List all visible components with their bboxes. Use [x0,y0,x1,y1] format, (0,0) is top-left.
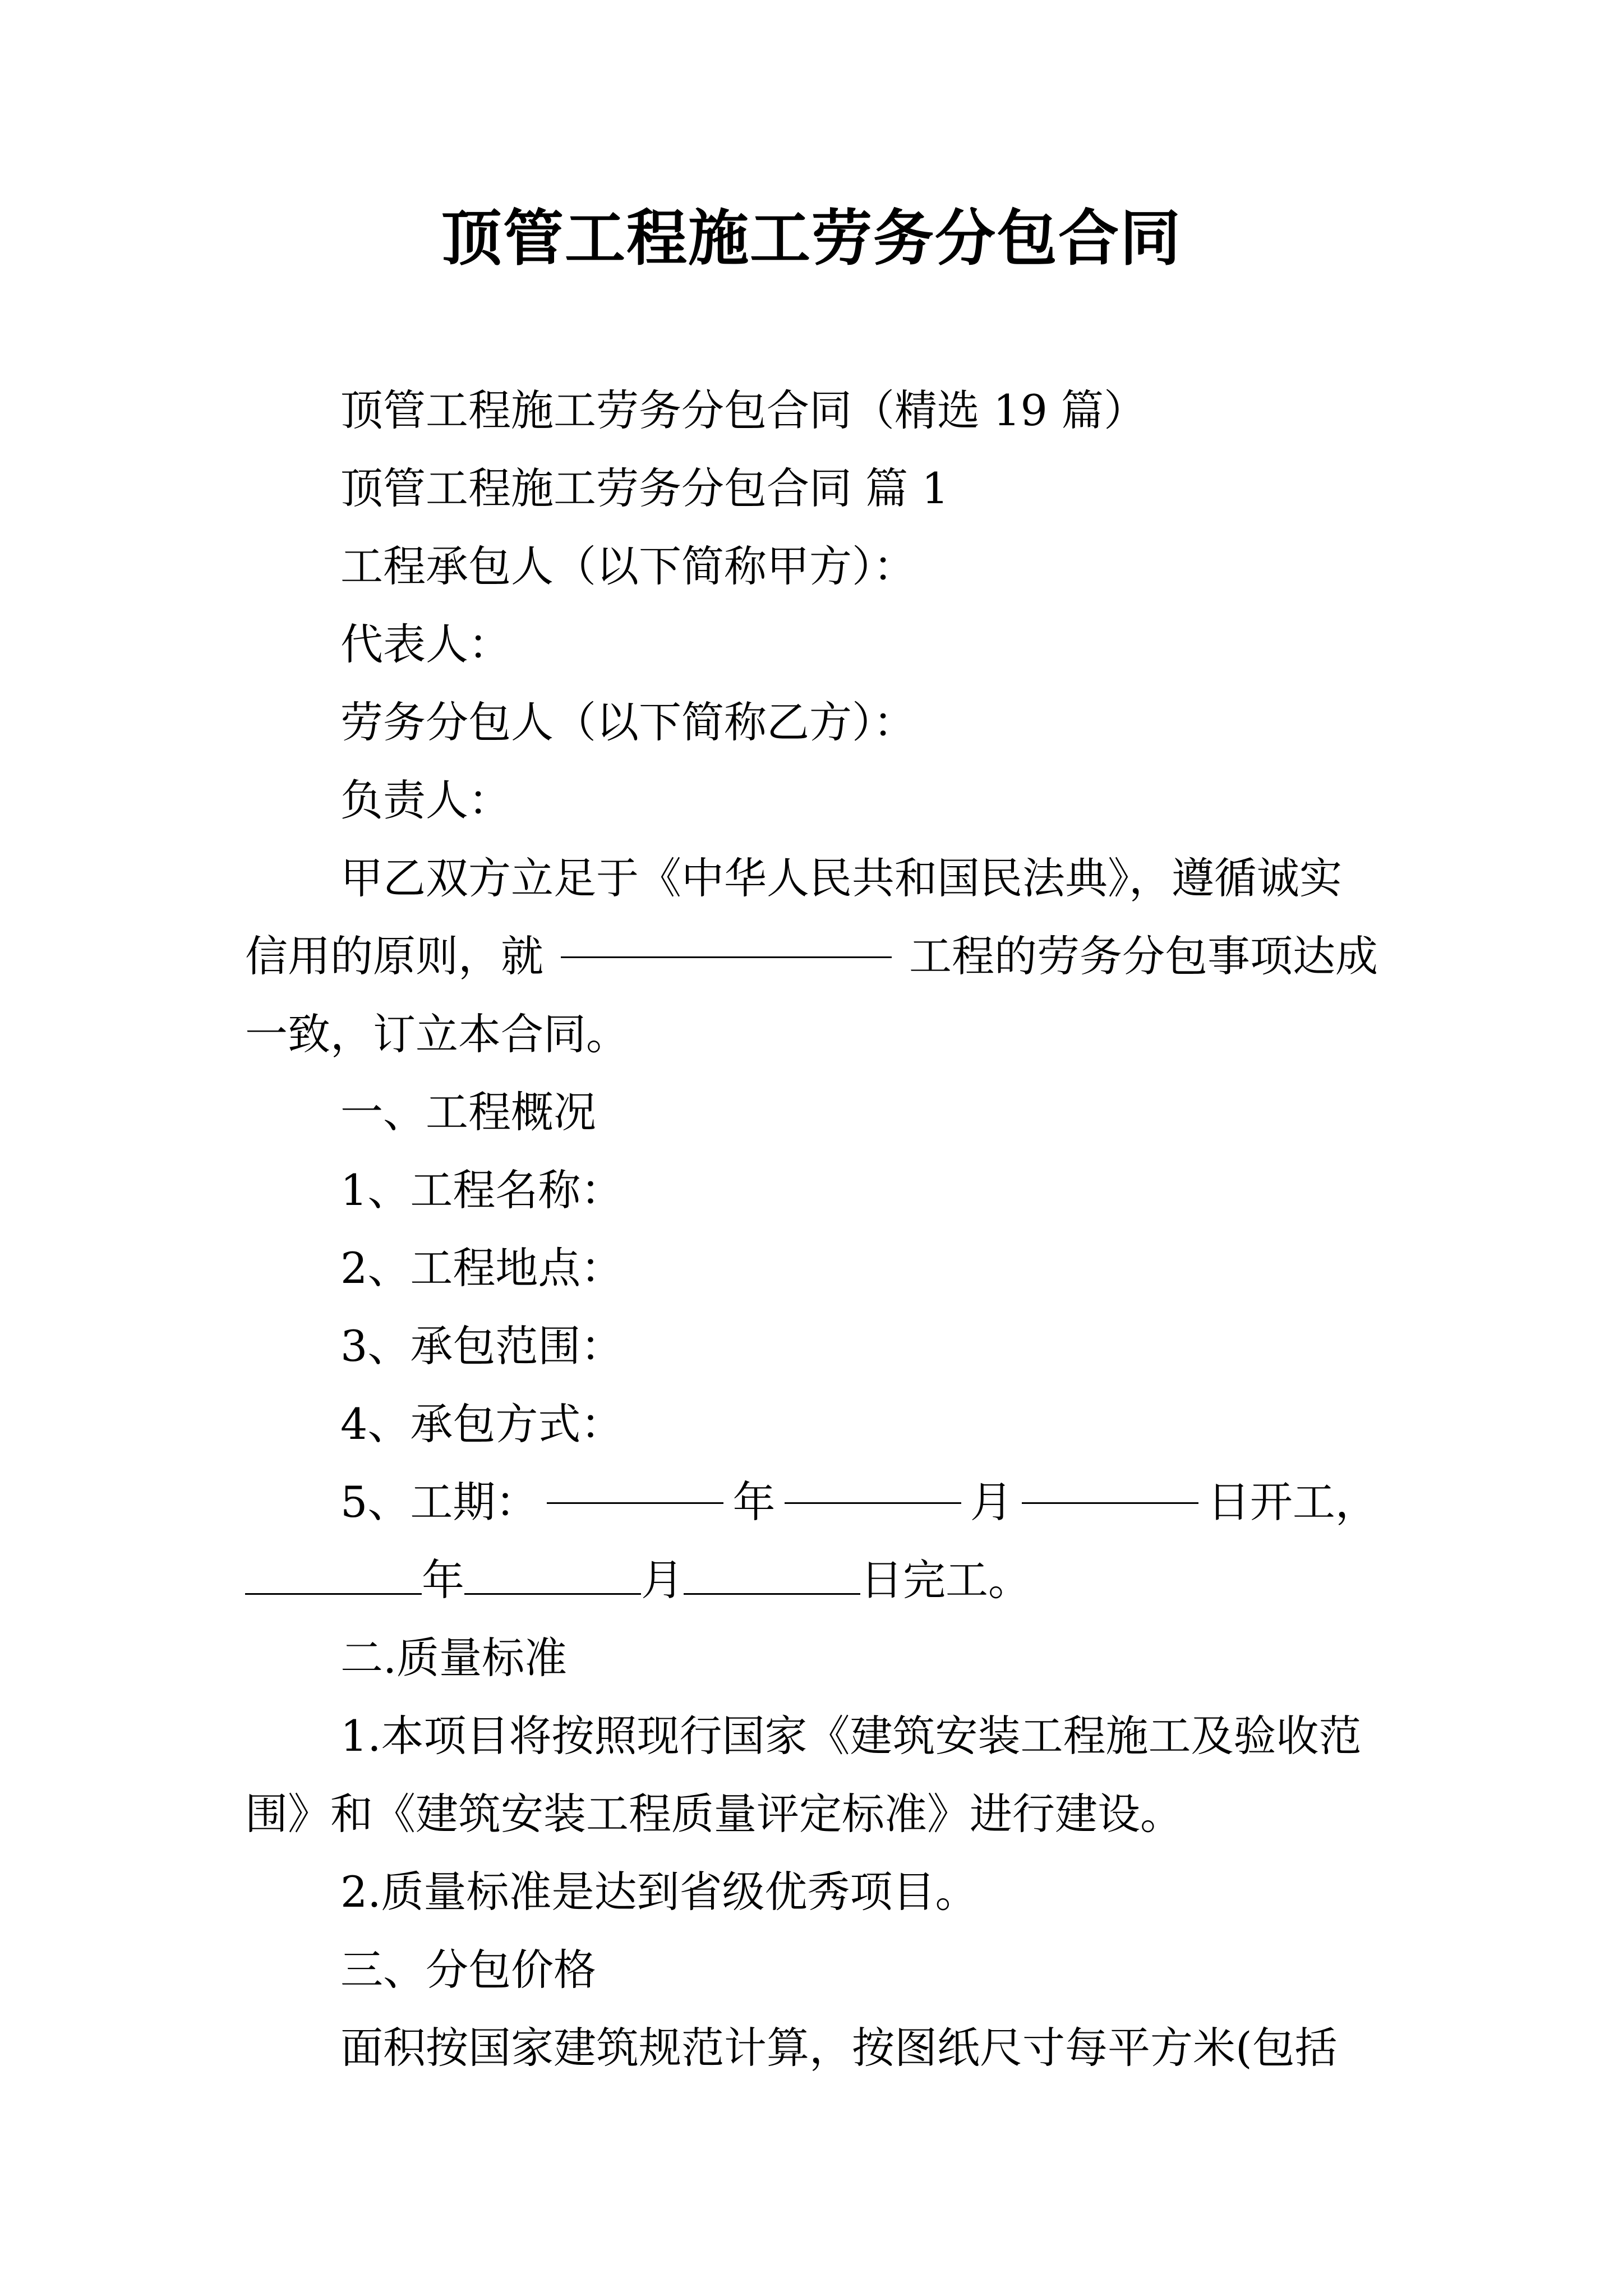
intro-paragraph-line-1: 甲乙双方立足于《中华人民共和国民法典》，遵循诚实 [340,853,1342,903]
quality-item-2: 2.质量标准是达到省级优秀项目。 [340,1867,978,1917]
end-year-label: 年 [422,1555,464,1605]
quality-item-1-line-1: 1.本项目将按照现行国家《建筑安装工程施工及验收范 [340,1711,1362,1761]
project-overview-heading: 一、工程概况 [340,1087,596,1137]
duration-line-end [245,1541,1378,1619]
section-heading: 顶管工程施工劳务分包合同 篇 1 [340,463,949,513]
intro-text-end: 工程的劳务分包事项达成 [909,931,1378,981]
start-year-blank [547,1463,723,1504]
intro-paragraph-line-3: 一致，订立本合同。 [245,1009,629,1059]
start-day-label: 日开工， [1207,1477,1378,1527]
start-month-blank [785,1463,961,1504]
intro-paragraph-line-2 [245,917,1378,995]
start-day-blank [1022,1463,1198,1504]
contract-method-item: 4、承包方式： [340,1399,624,1449]
party-a-line: 工程承包人（以下简称甲方）： [340,541,916,591]
responsible-person-line: 负责人： [340,775,511,825]
document-title: 顶管工程施工劳务分包合同 [441,203,1182,274]
contract-scope-item: 3、承包范围： [340,1321,624,1371]
duration-label: 5、工期： [340,1477,538,1527]
representative-line: 代表人： [340,619,511,669]
duration-line-start [245,1463,1378,1541]
project-name-item: 1、工程名称： [340,1165,624,1215]
start-year-label: 年 [732,1477,776,1527]
end-year-blank [245,1554,422,1595]
subcontract-price-heading: 三、分包价格 [340,1945,596,1995]
end-day-blank [684,1554,860,1595]
project-name-blank [561,917,892,958]
quality-item-1-line-2: 围》和《建筑安装工程质量评定标准》进行建设。 [245,1789,1183,1839]
intro-text-start: 信用的原则，就 [245,931,543,981]
quality-standard-heading: 二.质量标准 [340,1633,568,1683]
party-b-line: 劳务分包人（以下简称乙方）： [340,697,916,747]
price-paragraph-line-1: 面积按国家建筑规范计算，按图纸尺寸每平方米(包括 [340,2023,1338,2073]
start-month-label: 月 [970,1477,1013,1527]
project-location-item: 2、工程地点： [340,1243,624,1293]
end-month-label: 月 [641,1555,684,1605]
end-month-blank [464,1554,641,1595]
contract-subtitle: 顶管工程施工劳务分包合同（精选 19 篇） [340,385,1147,435]
document-body [245,371,1378,2087]
end-day-label: 日完工。 [860,1555,1031,1605]
